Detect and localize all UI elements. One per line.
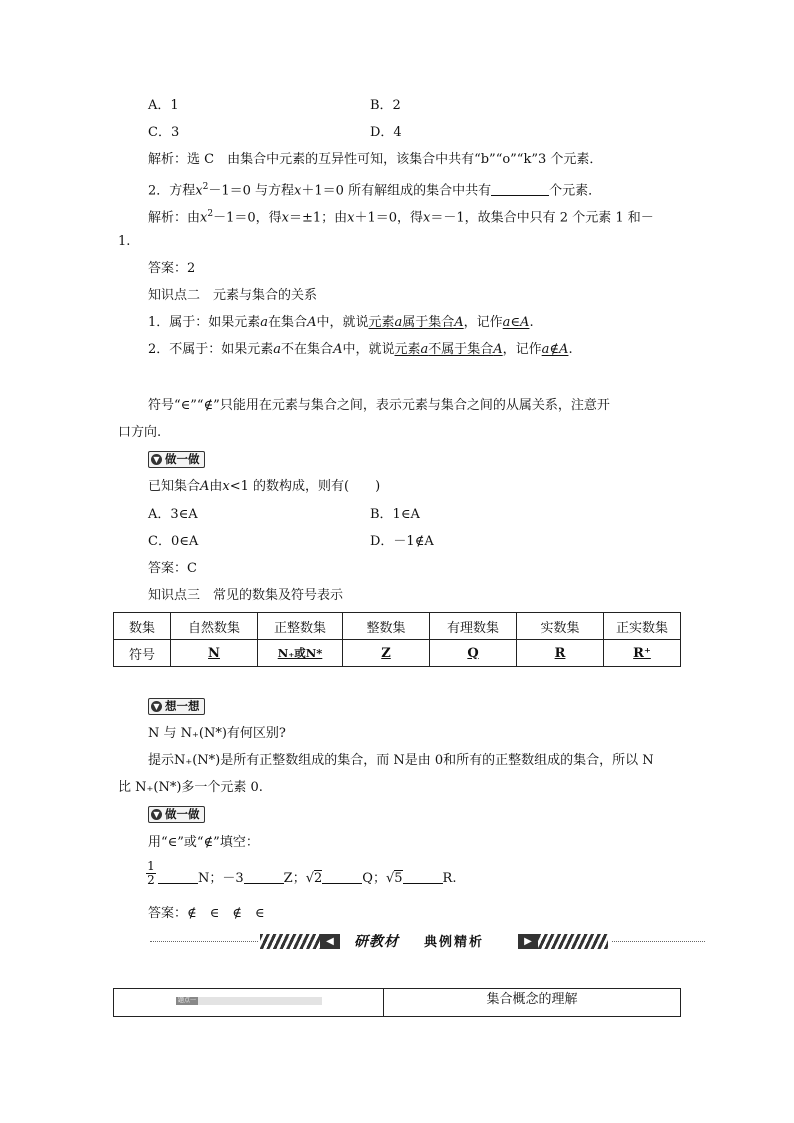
do-one-badge-2: ▼ 做一做 — [148, 806, 205, 823]
table-header-cell: 正整数集 — [258, 613, 343, 640]
answer-blank — [322, 871, 362, 884]
table-cell: R⁺ — [604, 640, 681, 667]
symbol-note-line2: 口方向. — [118, 425, 162, 440]
answer-blank — [244, 871, 284, 884]
answer-blank — [403, 871, 443, 884]
number-sets-table — [113, 612, 681, 667]
table-row-label: 符号 — [114, 640, 171, 667]
topic-header-table — [113, 988, 681, 1017]
kp2-notbelong: 2．不属于：如果元素a不在集合A中，就说元素a不属于集合A，记作a∉A. — [148, 342, 573, 357]
topic-title: 集合概念的理解 — [486, 992, 578, 1007]
dotted-rule — [612, 941, 705, 942]
table-header-cell: 正实数集 — [604, 613, 681, 640]
dotted-rule — [150, 941, 258, 942]
think-badge: ▼ 想一想 — [148, 698, 205, 715]
table-cell: N — [171, 640, 258, 667]
kp3-title: 知识点三 常见的数集及符号表示 — [148, 588, 344, 603]
fraction-numerator: 1 — [147, 859, 155, 873]
answer-blank — [158, 871, 198, 884]
think-hint-line2: 比 N₊(N*)多一个元素 0. — [118, 780, 263, 795]
table-cell: Z — [343, 640, 430, 667]
do1-option-c: C．0∈A — [148, 534, 199, 549]
do1-question: 已知集合A由x<1 的数构成，则有( ) — [148, 479, 381, 494]
q1-analysis: 解析：选 C 由集合中元素的互异性可知，该集合中共有“b”“o”“k”3 个元素． — [148, 152, 603, 167]
kp2-title: 知识点二 元素与集合的关系 — [148, 288, 318, 303]
table-cell: N₊或N* — [258, 640, 343, 667]
think-question: N 与 N₊(N*)有何区别? — [148, 726, 286, 741]
q2-analysis-cont: 1. — [118, 234, 131, 249]
table-cell: R — [517, 640, 604, 667]
table-header-cell: 数集 — [114, 613, 171, 640]
question-2: 2．方程$x^2-1=0$ 与方程x＋1＝0 所有解组成的集合中共有 个元素． — [148, 182, 602, 199]
table-row — [114, 613, 681, 640]
do2-fill-line: N；－3 Z；√2 Q；√5 R. — [158, 870, 456, 888]
option-b: B．2 — [370, 98, 401, 113]
table-header-cell: 整数集 — [343, 613, 430, 640]
banner-title: 研教材 — [354, 934, 399, 950]
table-header-cell: 实数集 — [517, 613, 604, 640]
do-one-badge: ▼ 做一做 — [148, 451, 205, 468]
do1-option-a: A．3∈A — [148, 507, 198, 522]
table-header-cell: 有理数集 — [430, 613, 517, 640]
q2-answer: 答案：2 — [148, 261, 196, 276]
fraction — [146, 860, 156, 887]
section-banner — [150, 933, 705, 951]
do1-option-b: B．1∈A — [370, 507, 420, 522]
option-a: A．1 — [148, 98, 179, 113]
triangle-left-icon: ◀ — [320, 934, 340, 949]
q2-analysis: 解析：由$x^2-1=0$，得x＝±1；由x＋1＝0，得x＝－1，故集合中只有 2 个元素 1 和－ — [148, 209, 654, 226]
do2-answer: 答案：∉ ∈ ∉ ∈ — [148, 906, 265, 921]
fraction-denominator: 2 — [147, 873, 155, 887]
sqrt-symbol: √ — [385, 871, 395, 886]
triangle-right-icon: ▶ — [518, 934, 538, 949]
do2-question: 用“∈”或“∉”填空： — [148, 835, 259, 850]
banner-subtitle: 典例精析 — [424, 935, 485, 950]
table-row — [114, 640, 681, 667]
chevron-down-icon: ▼ — [151, 701, 162, 712]
option-c: C．3 — [148, 125, 180, 140]
table-cell: Q — [430, 640, 517, 667]
topic-tag-cell — [114, 989, 384, 1016]
symbol-note-line1: 符号“∈”“∉”只能用在元素与集合之间，表示元素与集合之间的从属关系，注意开 — [148, 398, 610, 413]
option-d: D．4 — [370, 125, 402, 140]
chevron-down-icon: ▼ — [151, 454, 162, 465]
think-hint-line1: 提示N₊(N*)是所有正整数组成的集合，而 N是由 0和所有的正整数组成的集合，所以 N — [148, 753, 654, 768]
do1-answer: 答案：C — [148, 561, 197, 576]
topic-tag: 题点一 — [178, 997, 197, 1004]
table-header-cell: 自然数集 — [171, 613, 258, 640]
kp2-belong: 1．属于：如果元素a在集合A中，就说元素a属于集合A，记作a∈A. — [148, 315, 534, 330]
sqrt-symbol: √ — [305, 871, 314, 886]
chevron-down-icon: ▼ — [151, 809, 162, 820]
do1-option-d: D．－1∉A — [370, 534, 434, 549]
answer-blank — [491, 183, 549, 196]
stripe-decoration — [538, 934, 608, 949]
